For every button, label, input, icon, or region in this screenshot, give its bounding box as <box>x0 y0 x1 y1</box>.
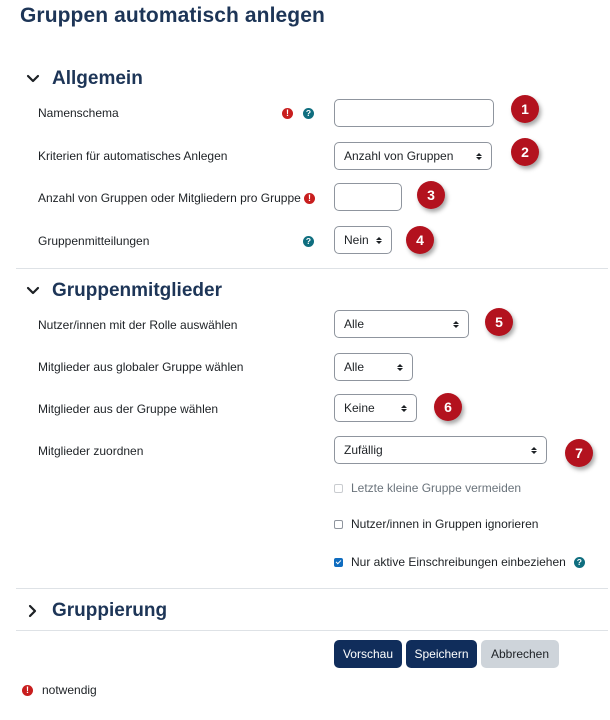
chevron-down-icon <box>24 282 42 300</box>
nosmall-checkbox-row <box>334 481 521 495</box>
callout-badge-1: 1 <box>511 95 539 123</box>
group-label: Mitglieder aus der Gruppe wählen <box>38 402 219 416</box>
save-button[interactable]: Speichern <box>406 640 477 668</box>
section-members-toggle[interactable] <box>24 280 222 302</box>
select-arrows-icon <box>401 405 407 412</box>
section-divider <box>16 630 608 631</box>
role-select-value: Alle <box>344 317 365 331</box>
required-note: notwendig <box>42 683 97 697</box>
required-icon: ! <box>22 685 33 696</box>
page-title: Gruppen automatisch anlegen <box>20 4 325 27</box>
select-arrows-icon <box>476 153 482 160</box>
messaging-select-value: Nein <box>344 233 369 247</box>
section-divider <box>16 588 608 589</box>
allocation-select[interactable] <box>334 436 547 464</box>
required-icon: ! <box>282 108 293 119</box>
cohort-select[interactable] <box>334 353 413 381</box>
role-select[interactable] <box>334 310 469 338</box>
criteria-select[interactable] <box>334 142 492 170</box>
select-arrows-icon <box>453 321 459 328</box>
select-arrows-icon <box>531 447 537 454</box>
chevron-down-icon <box>24 70 42 88</box>
section-grouping-toggle[interactable] <box>24 600 167 622</box>
required-icon: ! <box>304 193 315 204</box>
nosmall-label: Letzte kleine Gruppe vermeiden <box>351 481 522 495</box>
allocation-select-value: Zufällig <box>344 443 383 457</box>
number-input[interactable] <box>334 183 402 211</box>
callout-badge-3: 3 <box>417 181 445 209</box>
ignore-checkbox-row[interactable] <box>334 517 538 531</box>
callout-badge-4: 4 <box>406 226 434 254</box>
active-checkbox-row[interactable] <box>334 555 585 569</box>
role-label: Nutzer/innen mit der Rolle auswählen <box>38 318 238 332</box>
callout-badge-7: 7 <box>565 439 593 467</box>
select-arrows-icon <box>376 237 382 244</box>
messaging-label: Gruppenmitteilungen <box>38 234 150 248</box>
group-select[interactable] <box>334 394 417 422</box>
help-icon[interactable]: ? <box>574 557 585 568</box>
callout-badge-5: 5 <box>485 308 513 336</box>
cohort-label: Mitglieder aus globaler Gruppe wählen <box>38 360 244 374</box>
select-arrows-icon <box>397 364 403 371</box>
active-checkbox[interactable] <box>334 558 343 567</box>
nosmall-checkbox <box>334 484 343 493</box>
number-label: Anzahl von Gruppen oder Mitgliedern pro Gruppe <box>38 191 301 205</box>
section-divider <box>16 268 608 269</box>
preview-button[interactable]: Vorschau <box>334 640 402 668</box>
active-label[interactable]: Nur aktive Einschreibungen einbeziehen <box>351 555 566 569</box>
section-general-toggle[interactable] <box>24 68 143 90</box>
callout-badge-6: 6 <box>434 393 462 421</box>
criteria-select-value: Anzahl von Gruppen <box>344 149 454 163</box>
section-general-title: Allgemein <box>52 68 143 89</box>
namingscheme-label: Namenschema <box>38 106 119 120</box>
cancel-button[interactable]: Abbrechen <box>481 640 559 668</box>
group-select-value: Keine <box>344 401 375 415</box>
allocation-label: Mitglieder zuordnen <box>38 444 144 458</box>
section-grouping-title: Gruppierung <box>52 600 168 621</box>
namingscheme-input[interactable] <box>334 99 494 127</box>
criteria-label: Kriterien für automatisches Anlegen <box>38 149 228 163</box>
ignore-label[interactable]: Nutzer/innen in Gruppen ignorieren <box>351 517 539 531</box>
section-members-title: Gruppenmitglieder <box>52 280 222 301</box>
cohort-select-value: Alle <box>344 360 365 374</box>
chevron-right-icon <box>24 602 42 620</box>
ignore-checkbox[interactable] <box>334 520 343 529</box>
help-icon[interactable]: ? <box>303 236 314 247</box>
callout-badge-2: 2 <box>511 138 539 166</box>
messaging-select[interactable] <box>334 226 392 254</box>
help-icon[interactable]: ? <box>303 108 314 119</box>
